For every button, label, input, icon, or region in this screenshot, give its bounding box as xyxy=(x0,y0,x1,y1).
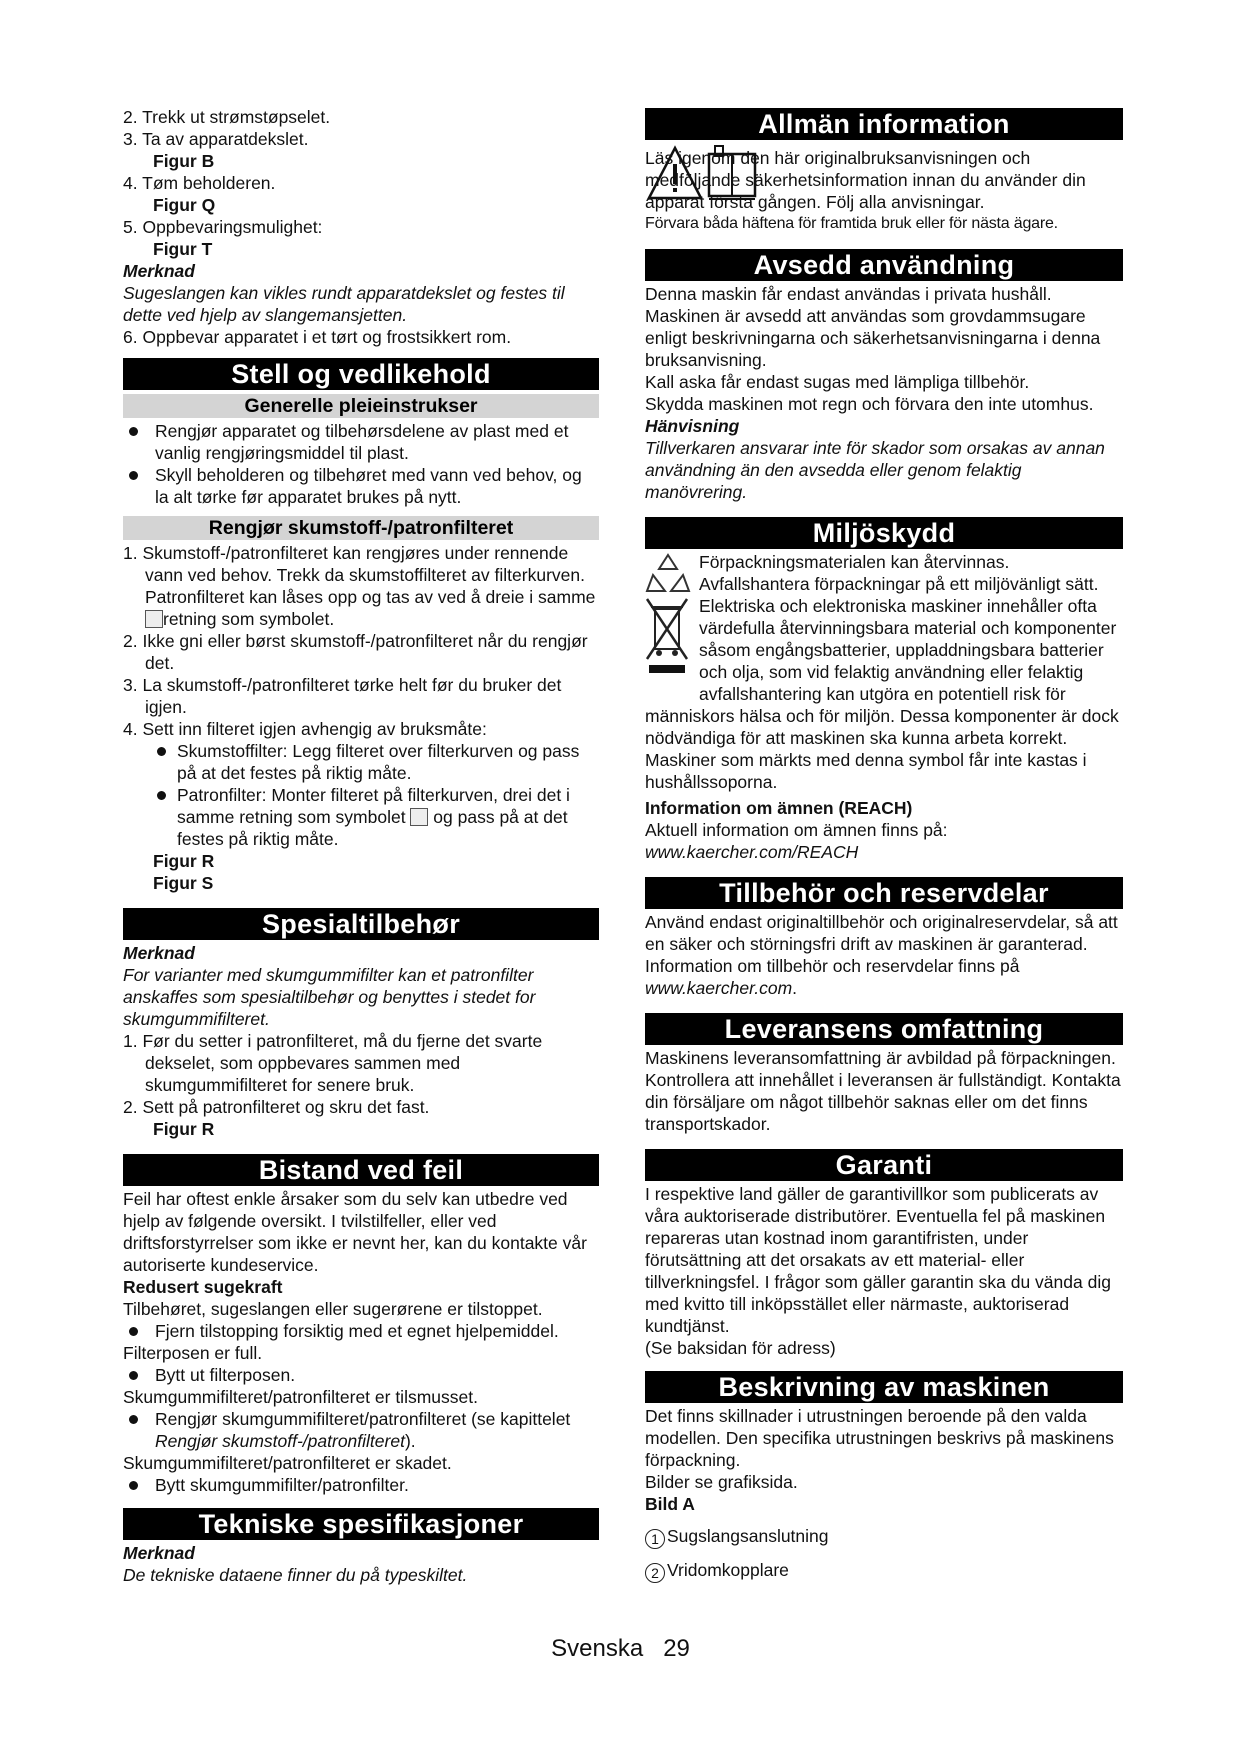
figure-ref: Figur B xyxy=(153,151,215,171)
note-heading: Merknad xyxy=(123,943,195,963)
body-text: Maskinens leveransomfattning är avbildad på förpackningen. Kontrollera att innehållet i leveransen är fullständigt. Kontakta din försäljare om något tillbehör saknas eller om det finns transportskador. xyxy=(645,1048,1121,1134)
bullet-text: Rengjør skumgummifilteret/patronfilteret (se kapittelet xyxy=(155,1409,571,1429)
recycle-icon xyxy=(645,551,695,595)
body-text: Förvara båda häftena för framtida bruk eller för nästa ägare. xyxy=(645,215,1058,232)
body-text: Förpackningsmaterialen kan återvinnas. Avfallshantera förpackningar på ett miljövänligt sätt. xyxy=(699,552,1099,594)
section-heading-spesial: Spesialtilbehør xyxy=(123,908,599,940)
body-text: Maskinen är avsedd att användas som grovdammsugare enligt beskrivningarna och säkerhetsanvisningarna i denna bruksanvisning. xyxy=(645,306,1101,370)
figure-ref: Figur Q xyxy=(153,195,216,215)
section-heading-avsedd: Avsedd användning xyxy=(645,249,1123,281)
step: 2. Sett på patronfilteret og skru det fast. xyxy=(123,1097,430,1117)
note-heading: Hänvisning xyxy=(645,416,740,436)
step: 6. Oppbevar apparatet i et tørt og frostsikkert rom. xyxy=(123,327,512,347)
part-number-badge: 2 xyxy=(645,1563,665,1583)
body-text: Det finns skillnader i utrustningen beroende på den valda modellen. Den specifika utrustningen beskrivs på maskinens förpackning. xyxy=(645,1406,1114,1470)
section-heading-tekniske: Tekniske spesifikasjoner xyxy=(123,1508,599,1540)
step-text: retning som symbolet. xyxy=(163,609,335,629)
section-heading-garanti: Garanti xyxy=(645,1149,1123,1181)
step: 5. Oppbevaringsmulighet: xyxy=(123,217,323,237)
body-text: Använd endast originaltillbehör och originalreservdelar, så att en säker och störningsfri drift av maskinen är garanterad. xyxy=(645,912,1118,954)
body-text: Läs igenom den här originalbruksanvisningen och medföljande säkerhetsinformation innan du använder din apparat första gången. Följ alla anvisningar. xyxy=(645,148,1086,212)
crossed-bin-icon xyxy=(645,595,695,685)
page-number: 29 xyxy=(663,1635,690,1662)
body-text: . xyxy=(792,978,798,998)
part-label: Sugslangsanslutning xyxy=(667,1526,829,1546)
bullet-item xyxy=(123,1408,599,1452)
section-heading-allman: Allmän information xyxy=(645,108,1123,140)
part-number-badge: 1 xyxy=(645,1529,665,1549)
problem-text: Skumgummifilteret/patronfilteret er skadet. xyxy=(123,1453,452,1473)
step-text: 1. Skumstoff-/patronfilteret kan rengjøres under rennende vann ved behov. Trekk da skumstoffilteret av filterkurven. Patronfilteret kan låses opp og tas av ved å dreie i samme xyxy=(123,543,596,607)
body-text: Elektriska och elektroniska maskiner innehåller ofta värdefulla återvinningsbara material och komponenter såsom engångsbatterier, uppladdningsbara batterier och olja, som vid felaktig användning eller felaktig avfallshantering kan utgöra en potentiell risk för människors hälsa och för miljön. Dessa komponenter är dock nödvändiga för att maskinen ska kunna arbeta korrekt. Maskiner som märkts med denna symbol får inte kastas i hushållssoporna. xyxy=(645,596,1119,792)
bullet-text: og pass på at det festes på riktig måte. xyxy=(177,807,568,849)
step: 2. Trekk ut strømstøpselet. xyxy=(123,107,331,127)
step xyxy=(123,542,599,630)
reach-link[interactable]: www.kaercher.com/REACH xyxy=(645,842,859,862)
subheading: Bild A xyxy=(645,1494,695,1514)
problem-text: Filterposen er full. xyxy=(123,1343,263,1363)
note-text: For varianter med skumgummifilter kan et patronfilter anskaffes som spesialtilbehør og benyttes i stedet for skumgummifilteret. xyxy=(123,965,536,1029)
subheading: Redusert sugekraft xyxy=(123,1277,283,1297)
part-item xyxy=(645,1525,1123,1549)
body-text: Kall aska får endast sugas med lämpliga tillbehör. xyxy=(645,372,1030,392)
kaercher-link[interactable]: www.kaercher.com xyxy=(645,978,793,998)
body-text: Feil har oftest enkle årsaker som du selv kan utbedre ved hjelp av følgende oversikt. I tvilstilfeller, eller ved driftsforstyrrelser som ikke er nevnt her, kan du kontakte vår autoriserte kundeservice. xyxy=(123,1189,587,1275)
body-text: Denna maskin får endast användas i privata hushåll. xyxy=(645,284,1052,304)
section-heading-tillbehor: Tillbehör och reservdelar xyxy=(645,877,1123,909)
section-heading-beskrivning: Beskrivning av maskinen xyxy=(645,1371,1123,1403)
step: 4. Sett inn filteret igjen avhengig av bruksmåte: xyxy=(123,719,487,739)
left-column xyxy=(123,106,599,1586)
bullet-item xyxy=(123,784,599,850)
chapter-ref: Rengjør skumstoff-/patronfilteret xyxy=(155,1431,405,1451)
body-text xyxy=(645,819,1123,863)
part-label: Vridomkopplare xyxy=(667,1560,789,1580)
subheading: Information om ämnen (REACH) xyxy=(645,798,913,818)
page-footer xyxy=(0,1635,1241,1662)
footer-language: Svenska xyxy=(551,1635,644,1662)
note-text: Tillverkaren ansvarar inte för skador som orsakas av annan användning än den avsedda eller genom felaktig manövrering. xyxy=(645,438,1105,502)
rotation-symbol-icon xyxy=(410,808,428,826)
note-heading: Merknad xyxy=(123,261,195,281)
section-heading-stell: Stell og vedlikehold xyxy=(123,358,599,390)
recycle-block xyxy=(645,551,1123,595)
body-text: I respektive land gäller de garantivillkor som publicerats av våra auktoriserade distributörer. Eventuella fel på maskinen repareras utan kostnad inom garantifristen, under förutsättning att det orsakats av ett material- eller tillverkningsfel. I frågor som gäller garantin ska du vända dig med kvitto till inköpsstället eller närmaste, auktoriserad kundtjänst. xyxy=(645,1184,1111,1336)
note-text: De tekniske dataene finner du på typeskiltet. xyxy=(123,1565,468,1585)
bullet-item: Skyll beholderen og tilbehøret med vann ved behov, og la alt tørke før apparatet brukes på nytt. xyxy=(123,464,599,508)
figure-ref: Figur R xyxy=(153,851,215,871)
bullet-item: Bytt skumgummifilter/patronfilter. xyxy=(123,1474,599,1496)
weee-block xyxy=(645,595,1123,793)
bullet-item: Bytt ut filterposen. xyxy=(123,1364,599,1386)
figure-ref: Figur S xyxy=(153,873,214,893)
body-text: Aktuell information om ämnen finns på: xyxy=(645,820,948,840)
bullet-text: Patronfilter: Monter filteret på filterkurven, drei det i samme retning som symbolet xyxy=(177,785,570,827)
bullet-text: ). xyxy=(404,1431,416,1451)
section-heading-miljo: Miljöskydd xyxy=(645,517,1123,549)
problem-text: Tilbehøret, sugeslangen eller sugerørene er tilstoppet. xyxy=(123,1299,543,1319)
body-text: (Se baksidan för adress) xyxy=(645,1338,836,1358)
note-heading: Merknad xyxy=(123,1543,195,1563)
rotation-symbol-icon xyxy=(145,610,163,628)
body-text xyxy=(645,977,1123,999)
subsection-heading-rengjor: Rengjør skumstoff-/patronfilteret xyxy=(123,516,599,540)
bullet-item: Skumstoffilter: Legg filteret over filterkurven og pass på at det festes på riktig måte. xyxy=(123,740,599,784)
body-text: Bilder se grafiksida. xyxy=(645,1472,798,1492)
note-text: Sugeslangen kan vikles rundt apparatdekslet og festes til dette ved hjelp av slangemansjetten. xyxy=(123,283,565,325)
step: 3. Ta av apparatdekslet. xyxy=(123,129,309,149)
figure-ref: Figur T xyxy=(153,239,213,259)
problem-text: Skumgummifilteret/patronfilteret er tilsmusset. xyxy=(123,1387,478,1407)
bullet-item: Rengjør apparatet og tilbehørsdelene av plast med et vanlig rengjøringsmiddel til plast. xyxy=(123,420,599,464)
body-text: Information om tillbehör och reservdelar finns på xyxy=(645,956,1020,976)
step: 4. Tøm beholderen. xyxy=(123,173,276,193)
step: 3. La skumstoff-/patronfilteret tørke helt før du bruker det igjen. xyxy=(123,675,562,717)
section-heading-leverans: Leveransens omfattning xyxy=(645,1013,1123,1045)
right-column xyxy=(645,108,1123,1583)
step: 2. Ikke gni eller børst skumstoff-/patronfilteret når du rengjør det. xyxy=(123,631,588,673)
step: 1. Før du setter i patronfilteret, må du fjerne det svarte dekselet, som oppbevares sammen med skumgummifilteret for senere bruk. xyxy=(123,1031,543,1095)
section-heading-bistand: Bistand ved feil xyxy=(123,1154,599,1186)
subsection-heading-generelle: Generelle pleieinstrukser xyxy=(123,394,599,418)
bullet-item: Fjern tilstopping forsiktig med et egnet hjelpemiddel. xyxy=(123,1320,599,1342)
body-text: Skydda maskinen mot regn och förvara den inte utomhus. xyxy=(645,394,1094,414)
figure-ref: Figur R xyxy=(153,1119,215,1139)
part-item xyxy=(645,1559,1123,1583)
